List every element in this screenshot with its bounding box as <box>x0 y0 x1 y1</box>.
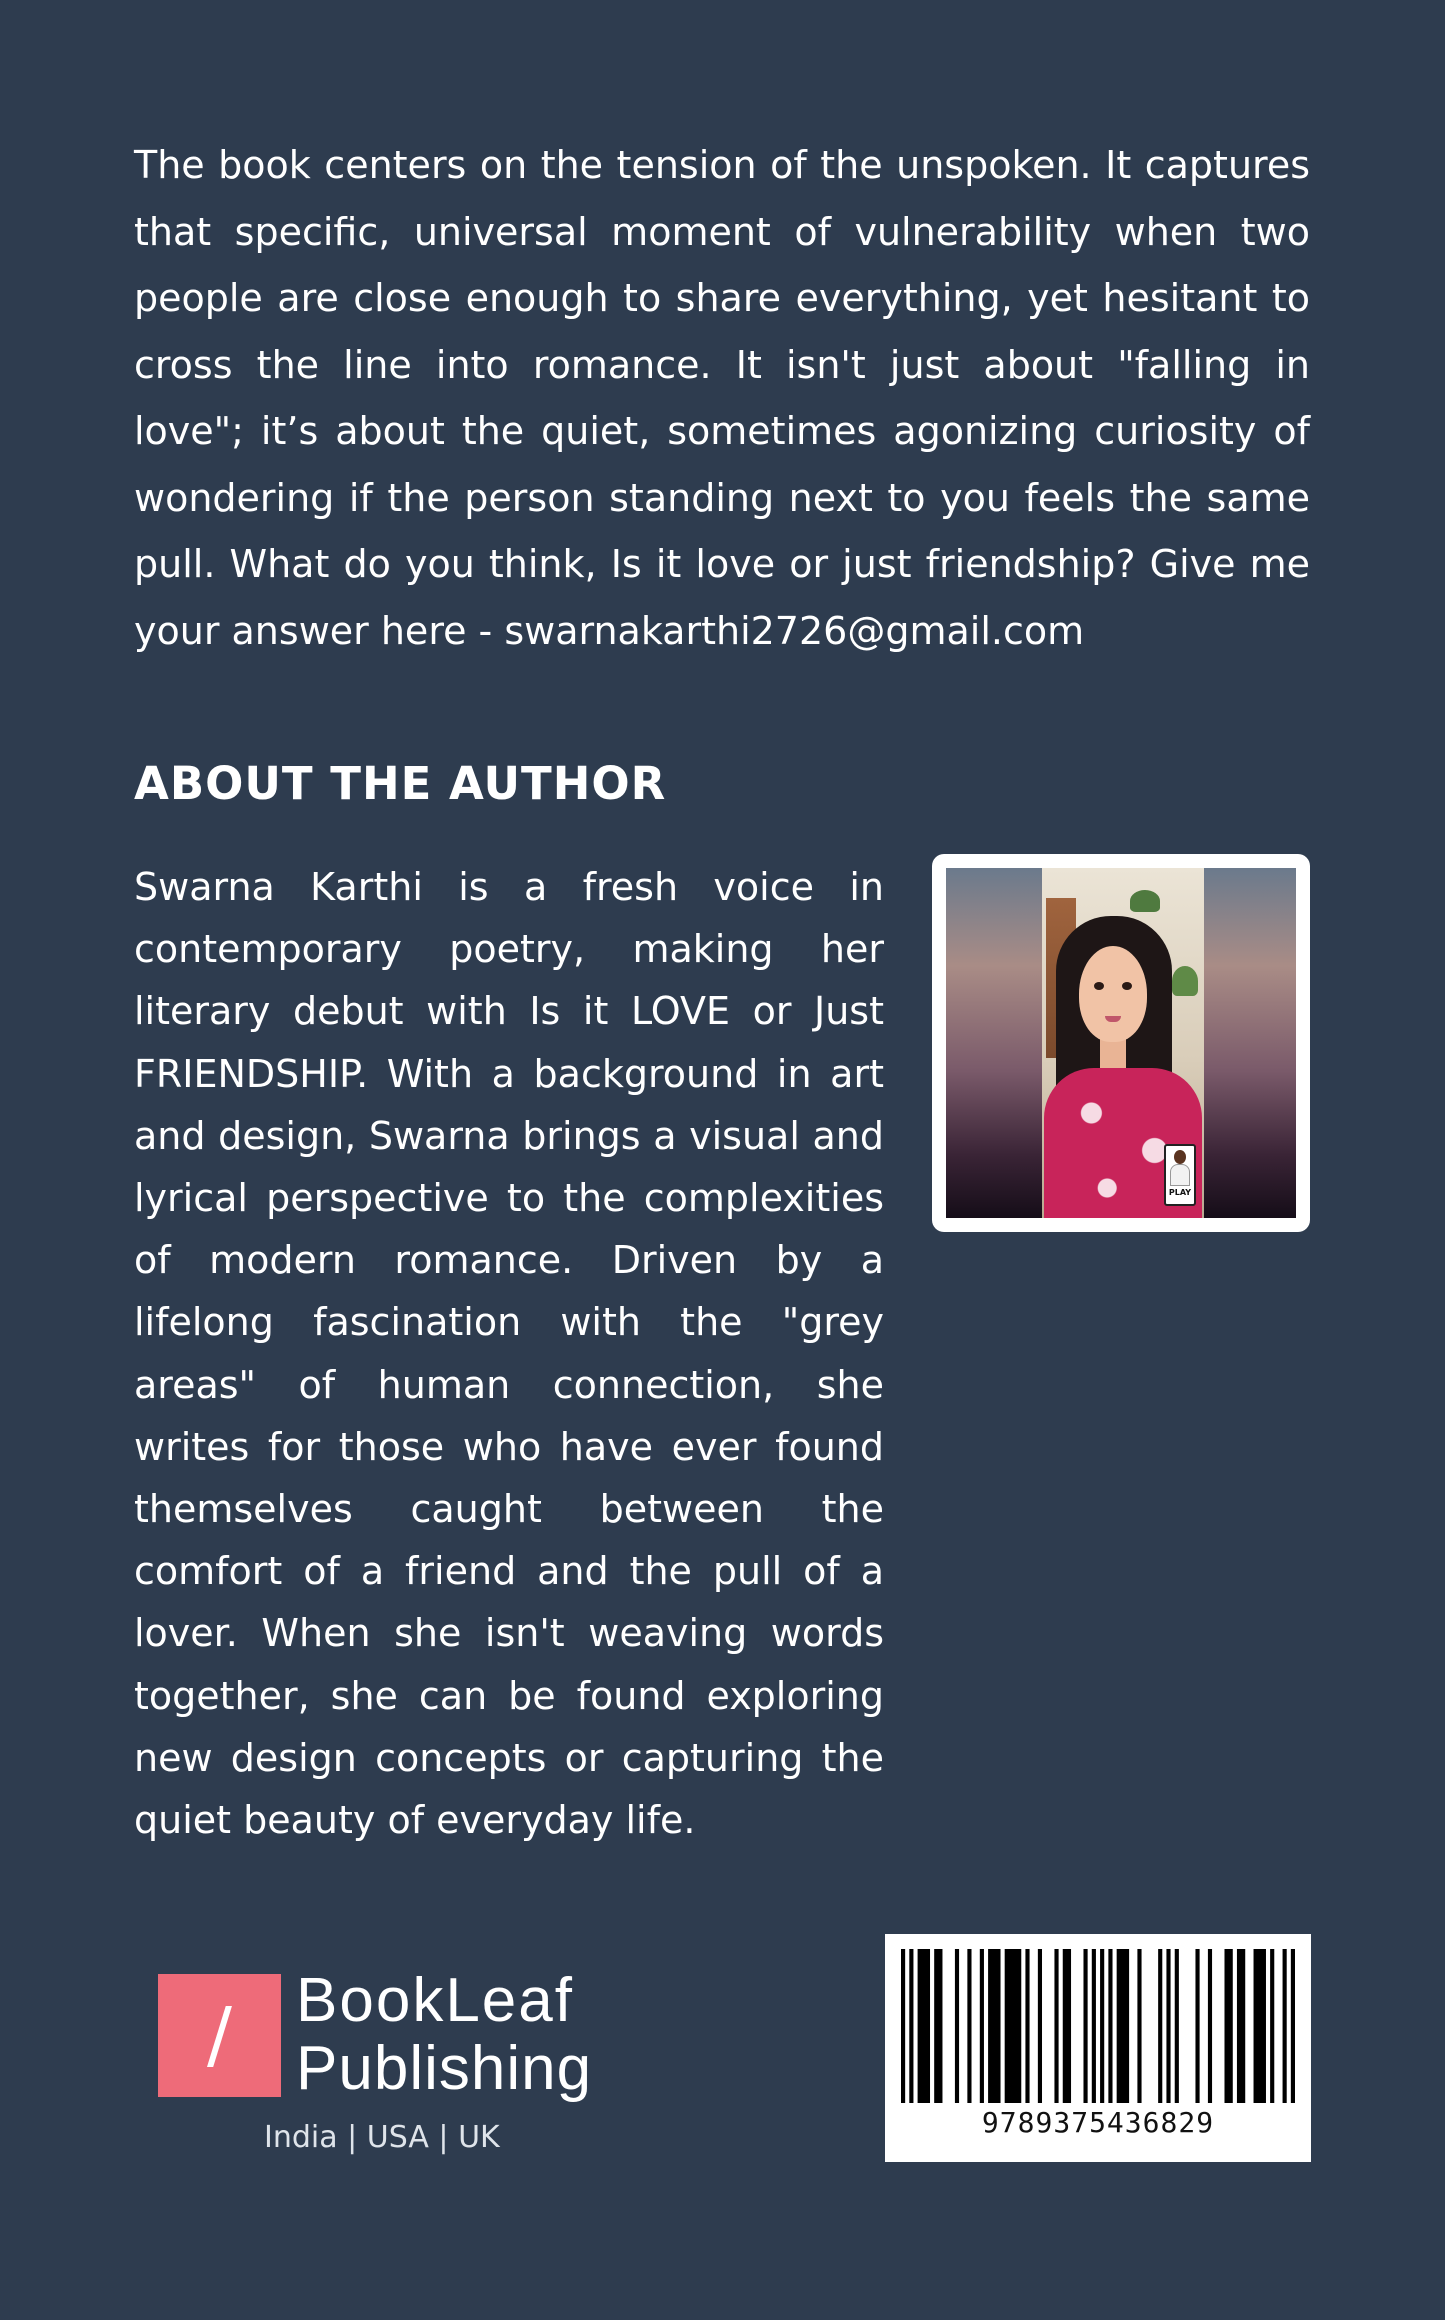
barcode-bar <box>918 1949 930 2103</box>
logo-wordmark-line2: Publishing <box>296 2034 593 2103</box>
photo-face <box>1079 946 1147 1042</box>
barcode-bar <box>1054 1949 1058 2103</box>
barcode-bar <box>1208 1949 1212 2103</box>
barcode-bar <box>1092 1949 1096 2103</box>
barcode-bar <box>1038 1949 1042 2103</box>
barcode-bar <box>1237 1949 1245 2103</box>
barcode-bar <box>1166 1949 1170 2103</box>
photo-eye <box>1122 982 1132 990</box>
barcode-bar <box>1063 1949 1071 2103</box>
barcode-bar <box>1005 1949 1022 2103</box>
barcode-bar <box>1108 1949 1112 2103</box>
barcode-bar <box>1175 1949 1179 2103</box>
photo-plant <box>1172 966 1198 996</box>
slash-icon: / <box>207 1992 232 2078</box>
barcode-bar <box>1100 1949 1104 2103</box>
barcode-bar <box>934 1949 942 2103</box>
photo-plant <box>1130 890 1160 912</box>
publisher-locations: India | USA | UK <box>264 2120 500 2155</box>
barcode-bar <box>1025 1949 1029 2103</box>
barcode-bar <box>901 1949 905 2103</box>
phone-label: PLAY <box>1168 1188 1192 1197</box>
about-author-heading: ABOUT THE AUTHOR <box>134 757 667 810</box>
author-photo-frame <box>932 854 1310 1232</box>
barcode-bar <box>1158 1949 1162 2103</box>
barcode-bar <box>1117 1949 1129 2103</box>
barcode-bar <box>967 1949 971 2103</box>
logo-mark <box>158 1974 281 2097</box>
phone-person-shirt <box>1170 1164 1190 1186</box>
barcode-bar <box>1083 1949 1087 2103</box>
barcode-bar <box>955 1949 959 2103</box>
barcode-bar <box>1291 1949 1295 2103</box>
barcode-bar <box>1254 1949 1266 2103</box>
book-blurb: The book centers on the tension of the unspoken. It captures that specific, universal moment of vulnerability when two people are close enough to share everything, yet hesitant to cross the line into romance. It isn't just about "falling in love"; it’s about the quiet, sometimes agonizing curiosity of wondering if the person standing next to you feels the same pull. What do you think, Is it love or just friendship? Give me your answer here - swarnakarthi2726@gmail.com <box>134 143 1310 653</box>
barcode-bar <box>1283 1949 1287 2103</box>
isbn-number: 9789375436829 <box>981 2106 1215 2139</box>
author-photo <box>946 868 1296 1218</box>
barcode-bar <box>980 1949 984 2103</box>
barcode-bar <box>909 1949 913 2103</box>
isbn-barcode <box>885 1934 1311 2162</box>
photo-eye <box>1094 982 1104 990</box>
publisher-logo <box>158 1966 618 2162</box>
photo-phone <box>1164 1144 1196 1206</box>
barcode-bar <box>1195 1949 1199 2103</box>
barcode-bar <box>988 1949 1000 2103</box>
barcode-bar <box>1224 1949 1232 2103</box>
barcode-bars <box>901 1949 1295 2103</box>
logo-wordmark-line1: BookLeaf <box>296 1966 574 2035</box>
barcode-bar <box>1270 1949 1274 2103</box>
author-bio: Swarna Karthi is a fresh voice in contemporary poetry, making her literary debut with Is it LOVE or Just FRIENDSHIP. With a background in art and design, Swarna brings a visual and lyrical perspective to the complexities of modern romance. Driven by a lifelong fascination with the "grey areas" of human connection, she writes for those who have ever found themselves caught between the comfort of a friend and the pull of a lover. When she isn't weaving words together, she can be found exploring new design concepts or capturing the quiet beauty of everyday life. <box>134 865 884 1843</box>
phone-person-head <box>1174 1150 1186 1164</box>
barcode-bar <box>1137 1949 1141 2103</box>
